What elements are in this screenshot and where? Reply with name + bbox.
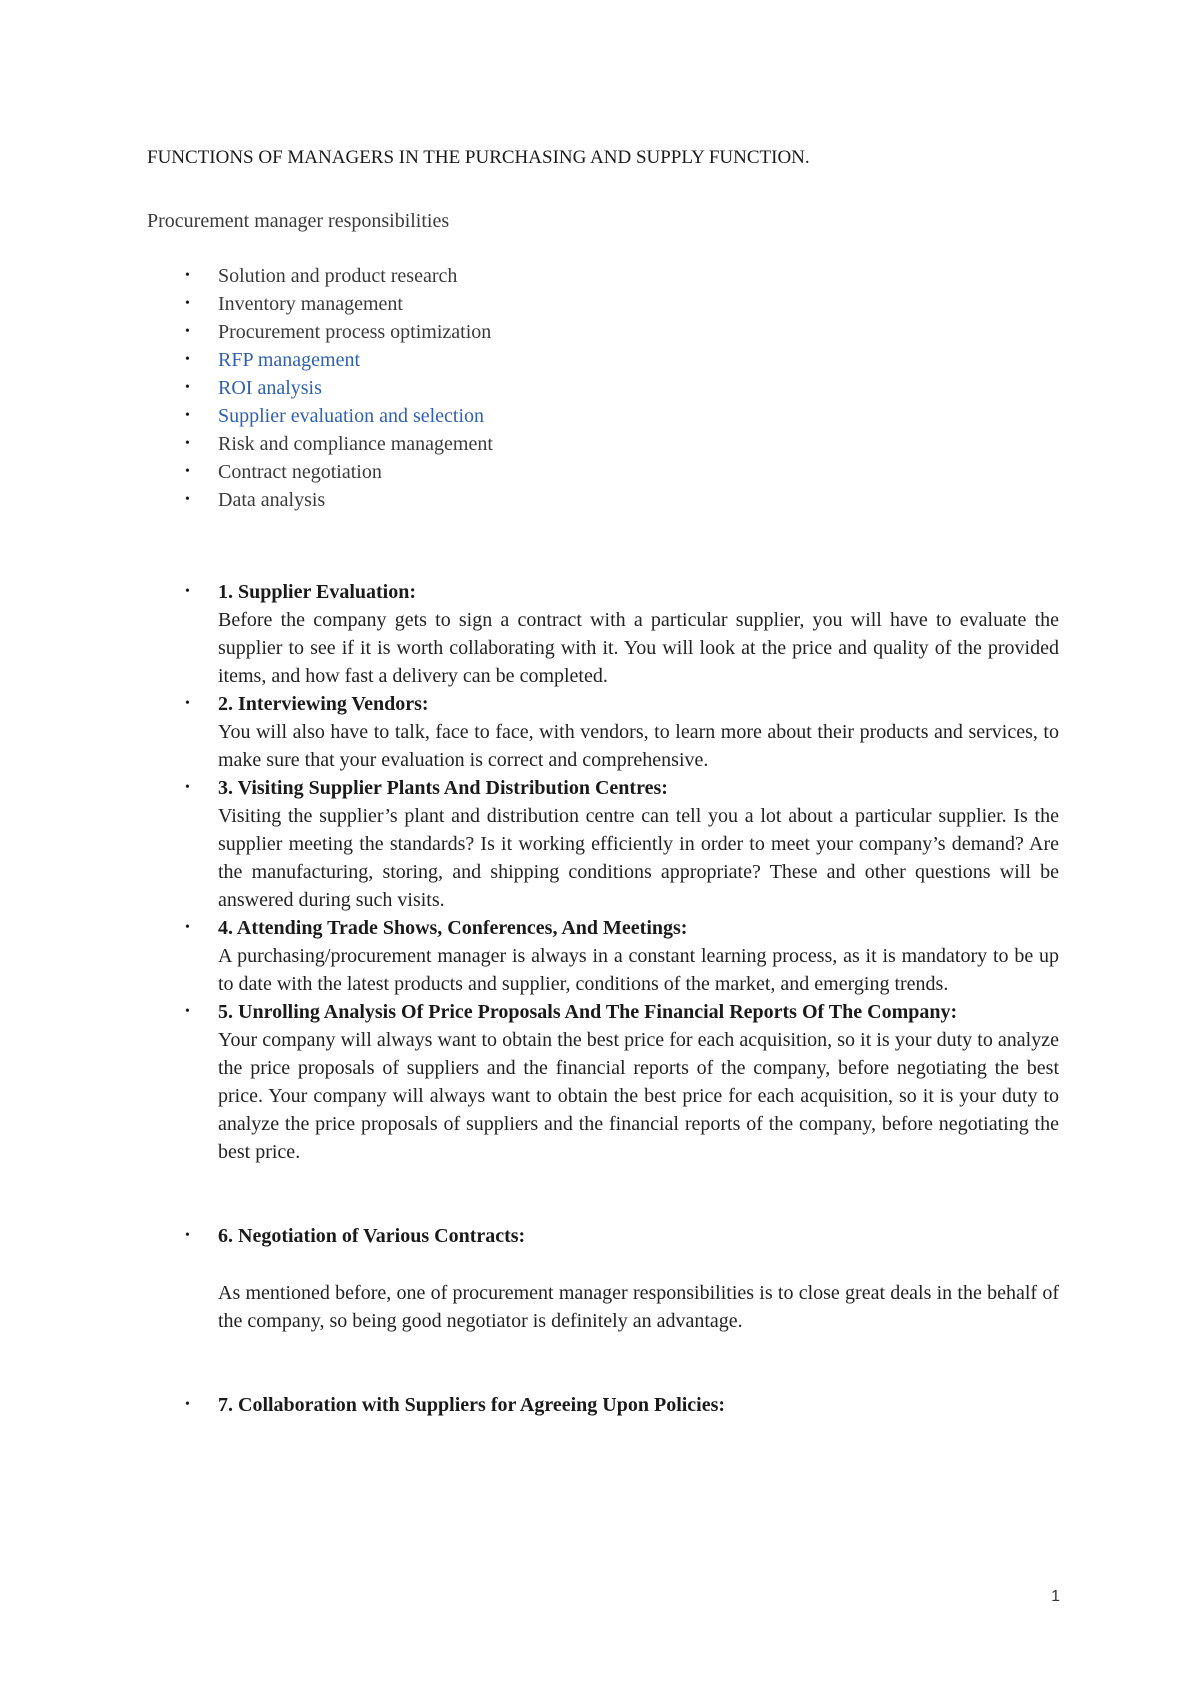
function-body: Visiting the supplier’s plant and distribution centre can tell you a lot about a particular supplier. Is the supplier meeting the standards? Is it working efficiently in order to meet your company’s demand? Are the manufacturing, storing, and shipping conditions appropriate? These and other questions will be answered during such visits. xyxy=(218,805,1059,911)
list-item-link[interactable]: Supplier evaluation and selection xyxy=(218,405,485,427)
spacer xyxy=(147,1335,1059,1391)
function-heading: 4. Attending Trade Shows, Conferences, And Meetings: xyxy=(218,917,688,939)
function-item xyxy=(147,998,1059,1166)
function-item xyxy=(147,1391,1059,1419)
function-heading: 2. Interviewing Vendors: xyxy=(218,693,429,715)
list-item xyxy=(147,262,493,290)
list-item[interactable] xyxy=(147,374,493,402)
bullet-icon: • xyxy=(185,324,190,339)
bullet-icon: • xyxy=(185,492,190,507)
list-item xyxy=(147,458,493,486)
function-body: Your company will always want to obtain the best price for each acquisition, so it is your duty to analyze the price proposals of suppliers and the financial reports of the company, before negotiating the best price. Your company will always want to obtain the best price for each acquisition, so it is your duty to analyze the price proposals of suppliers and the financial reports of the company, before negotiating the best price. xyxy=(218,1029,1059,1163)
function-heading: 7. Collaboration with Suppliers for Agreeing Upon Policies: xyxy=(218,1394,726,1416)
function-item xyxy=(147,690,1059,774)
responsibilities-list xyxy=(147,262,493,514)
list-item-label: Contract negotiation xyxy=(218,461,382,483)
list-item[interactable] xyxy=(147,346,493,374)
function-heading: 3. Visiting Supplier Plants And Distribution Centres: xyxy=(218,777,668,799)
bullet-icon: • xyxy=(185,1004,190,1019)
function-heading: 6. Negotiation of Various Contracts: xyxy=(218,1225,526,1247)
bullet-icon: • xyxy=(185,920,190,935)
bullet-icon: • xyxy=(185,436,190,451)
section-subtitle: Procurement manager responsibilities xyxy=(147,210,450,232)
function-body: You will also have to talk, face to face, with vendors, to learn more about their products and services, to make sure that your evaluation is correct and comprehensive. xyxy=(218,721,1059,771)
function-heading: 1. Supplier Evaluation: xyxy=(218,581,417,603)
bullet-icon: • xyxy=(185,296,190,311)
bullet-icon: • xyxy=(185,584,190,599)
bullet-icon: • xyxy=(185,268,190,283)
function-heading: 5. Unrolling Analysis Of Price Proposals And The Financial Reports Of The Company: xyxy=(218,1001,958,1023)
list-item-link[interactable]: ROI analysis xyxy=(218,377,322,399)
functions-list xyxy=(147,578,1059,1419)
document-title: FUNCTIONS OF MANAGERS IN THE PURCHASING AND SUPPLY FUNCTION. xyxy=(147,147,810,168)
list-item[interactable] xyxy=(147,402,493,430)
function-body: Before the company gets to sign a contract with a particular supplier, you will have to evaluate the supplier to see if it is worth collaborating with it. You will look at the price and quality of the provided items, and how fast a delivery can be completed. xyxy=(218,609,1059,687)
list-item-link[interactable]: RFP management xyxy=(218,349,361,371)
function-item xyxy=(147,774,1059,914)
page-number: 1 xyxy=(1051,1588,1060,1605)
bullet-icon: • xyxy=(185,464,190,479)
list-item xyxy=(147,318,493,346)
list-item-label: Data analysis xyxy=(218,489,326,511)
list-item-label: Risk and compliance management xyxy=(218,433,493,455)
spacer xyxy=(218,1250,1059,1279)
function-body: A purchasing/procurement manager is always in a constant learning process, as it is mandatory to be up to date with the latest products and supplier, conditions of the market, and emerging trends. xyxy=(218,945,1059,995)
bullet-icon: • xyxy=(185,352,190,367)
list-item xyxy=(147,290,493,318)
list-item-label: Solution and product research xyxy=(218,265,458,287)
bullet-icon: • xyxy=(185,1228,190,1243)
list-item xyxy=(147,486,493,514)
bullet-icon: • xyxy=(185,1397,190,1412)
list-item xyxy=(147,430,493,458)
bullet-icon: • xyxy=(185,380,190,395)
bullet-icon: • xyxy=(185,780,190,795)
function-body: As mentioned before, one of procurement manager responsibilities is to close great deals in the behalf of the company, so being good negotiator is definitely an advantage. xyxy=(218,1282,1059,1332)
list-item-label: Inventory management xyxy=(218,293,403,315)
bullet-icon: • xyxy=(185,696,190,711)
bullet-icon: • xyxy=(185,408,190,423)
function-item xyxy=(147,914,1059,998)
function-item xyxy=(147,578,1059,690)
spacer xyxy=(147,1166,1059,1222)
function-item xyxy=(147,1222,1059,1335)
list-item-label: Procurement process optimization xyxy=(218,321,492,343)
